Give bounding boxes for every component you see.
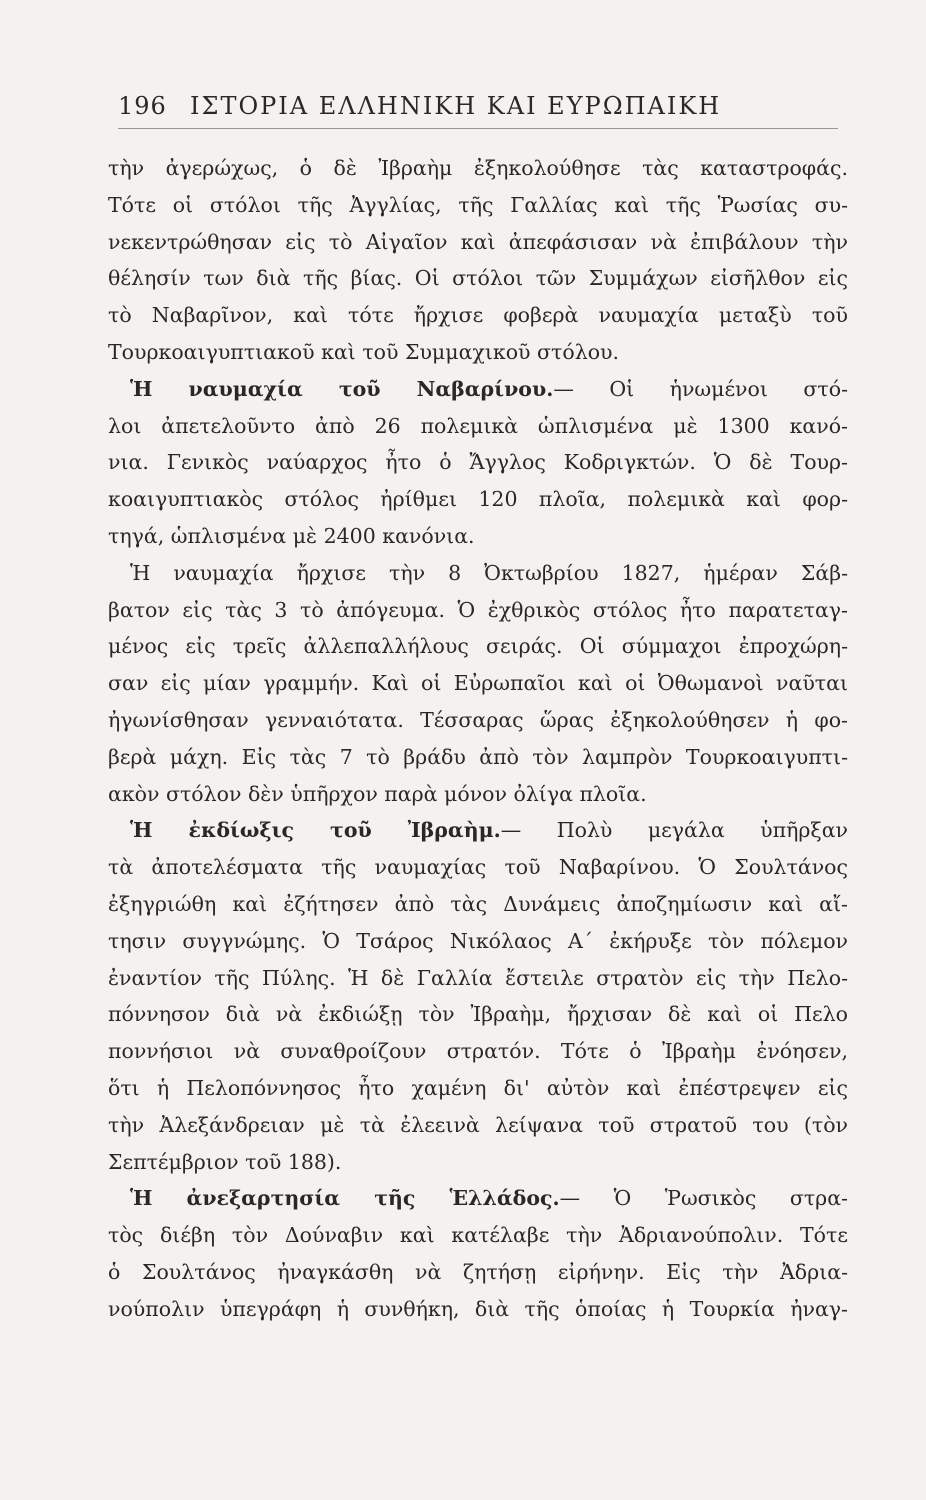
text-line xyxy=(108,555,848,592)
line-text: Τότε οἱ στόλοι τῆς Ἀγγλίας, τῆς Γαλλίας καὶ τῆς Ῥωσίας συ- xyxy=(108,192,848,217)
text-line xyxy=(108,702,848,739)
line-text: ἐξηγριώθη καὶ ἐζήτησεν ἀπὸ τὰς Δυνάμεις ἀποζημίωσιν καὶ αἴ- xyxy=(108,891,848,916)
line-text: βερὰ μάχη. Εἰς τὰς 7 τὸ βράδυ ἀπὸ τὸν λαμπρὸν Τουρκοαιγυπτι- xyxy=(108,744,848,769)
section-heading-line xyxy=(108,1180,848,1217)
text-line xyxy=(108,960,848,997)
line-text: τὴν ἀγερώχως, ὁ δὲ Ἰβραὴμ ἐξηκολούθησε τὰς καταστροφάς. xyxy=(108,156,848,180)
line-text: — Ὁ Ῥωσικὸς στρα- xyxy=(559,1186,848,1211)
line-text: τηγά, ὡπλισμένα μὲ 2400 κανόνια. xyxy=(108,523,475,548)
line-text: τὸς διέβη τὸν Δούναβιν καὶ κατέλαβε τὴν Ἀδριανούπολιν. Τότε xyxy=(108,1223,848,1248)
line-text: ὅτι ἡ Πελοπόννησος ἦτο χαμένη δι' αὐτὸν καὶ ἐπέστρεψεν εἰς xyxy=(108,1075,848,1100)
line-text: πόννησον διὰ νὰ ἐκδιώξῃ τὸν Ἰβραὴμ, ἤρχισαν δὲ καὶ οἱ Πελο xyxy=(108,1002,848,1027)
line-text: κοαιγυπτιακὸς στόλος ἠρίθμει 120 πλοῖα, πολεμικὰ καὶ φορ- xyxy=(108,487,848,512)
text-line xyxy=(108,187,848,224)
text-line xyxy=(108,1291,848,1328)
text-line xyxy=(108,1070,848,1107)
section-heading: Ἡ ἐκδίωξις τοῦ Ἰβραὴμ. xyxy=(130,818,501,843)
line-text: νούπολιν ὑπεγράφη ἡ συνθήκη, διὰ τῆς ὁποίας ἡ Τουρκία ἠναγ- xyxy=(108,1296,848,1321)
text-line xyxy=(108,849,848,886)
section-heading-line xyxy=(108,812,848,849)
line-text: σαν εἰς μίαν γραμμήν. Καὶ οἱ Εὐρωπαῖοι καὶ οἱ Ὀθωμανοὶ ναῦται xyxy=(108,671,848,696)
line-text: τὸ Ναβαρῖνον, καὶ τότε ἤρχισε φοβερὰ ναυμαχία μεταξὺ τοῦ xyxy=(108,303,848,328)
text-line xyxy=(108,923,848,960)
text-line xyxy=(108,224,848,261)
line-text: νια. Γενικὸς ναύαρχος ἦτο ὁ Ἄγγλος Κοδριγκτών. Ὁ δὲ Τουρ- xyxy=(108,450,848,475)
line-text: Τουρκοαιγυπτιακοῦ καὶ τοῦ Συμμαχικοῦ στόλου. xyxy=(108,339,620,364)
section-heading: Ἡ ναυμαχία τοῦ Ναβαρίνου. xyxy=(130,376,554,401)
text-line xyxy=(108,739,848,776)
text-line xyxy=(108,297,848,334)
text-line xyxy=(108,1254,848,1291)
line-text: ακὸν στόλον δὲν ὑπῆρχον παρὰ μόνον ὀλίγα πλοῖα. xyxy=(108,781,647,806)
line-text: ποννήσιοι νὰ συναθροίζουν στρατόν. Τότε ὁ Ἰβραὴμ ἐνόησεν, xyxy=(108,1039,848,1064)
text-line xyxy=(108,444,848,481)
text-line xyxy=(108,592,848,629)
text-line xyxy=(108,665,848,702)
line-text: λοι ἀπετελοῦντο ἀπὸ 26 πολεμικὰ ὡπλισμένα μὲ 1300 κανό- xyxy=(108,413,848,438)
line-text: ἐναντίον τῆς Πύλης. Ἡ δὲ Γαλλία ἔστειλε στρατὸν εἰς τὴν Πελο- xyxy=(108,965,848,990)
line-text: τὴν Ἀλεξάνδρειαν μὲ τὰ ἐλεεινὰ λείψανα τοῦ στρατοῦ του (τὸν xyxy=(108,1112,848,1137)
line-text: βατον εἰς τὰς 3 τὸ ἀπόγευμα. Ὁ ἐχθρικὸς στόλος ἦτο παρατεταγ- xyxy=(108,597,848,622)
line-text: ὁ Σουλτάνος ἠναγκάσθη νὰ ζητήσῃ εἰρήνην. Εἰς τὴν Ἀδρια- xyxy=(108,1259,848,1284)
text-line xyxy=(108,1033,848,1070)
line-text: Σεπτέμβριον τοῦ 188). xyxy=(108,1149,342,1174)
section-heading: Ἡ ἀνεξαρτησία τῆς Ἑλλάδος. xyxy=(130,1186,560,1211)
line-text: τὰ ἀποτελέσματα τῆς ναυμαχίας τοῦ Ναβαρίνου. Ὁ Σουλτάνος xyxy=(108,855,848,880)
line-text: νεκεντρώθησαν εἰς τὸ Αἰγαῖον καὶ ἀπεφάσισαν νὰ ἐπιβάλουν τὴν xyxy=(108,229,848,254)
line-text: — Οἱ ἡνωμένοι στό- xyxy=(553,376,848,401)
text-line xyxy=(108,150,848,187)
line-text: — Πολὺ μεγάλα ὑπῆρξαν xyxy=(500,818,848,843)
text-line xyxy=(108,628,848,665)
text-line xyxy=(108,334,848,371)
section-heading-line xyxy=(108,371,848,408)
page-header xyxy=(118,88,838,129)
page-number: 196 xyxy=(118,92,167,120)
text-line xyxy=(108,776,848,813)
text-line xyxy=(108,1217,848,1254)
line-text: μένος εἰς τρεῖς ἀλλεπαλλήλους σειράς. Οἱ σύμμαχοι ἐπροχώρη- xyxy=(108,634,848,659)
text-line xyxy=(108,481,848,518)
text-line xyxy=(108,260,848,297)
text-line xyxy=(108,408,848,445)
line-text: τησιν συγγνώμης. Ὁ Τσάρος Νικόλαος Α΄ ἐκήρυξε τὸν πόλεμον xyxy=(108,928,848,953)
body-text xyxy=(108,150,848,1328)
line-text: Ἡ ναυμαχία ἤρχισε τὴν 8 Ὀκτωβρίου 1827, ἡμέραν Σάβ- xyxy=(130,560,848,585)
text-line xyxy=(108,518,848,555)
text-line xyxy=(108,996,848,1033)
running-title: ΙΣΤΟΡΙΑ ΕΛΛΗΝΙΚΗ ΚΑΙ ΕΥΡΩΠΑΙΚΗ xyxy=(190,92,722,120)
line-text: θέλησίν των διὰ τῆς βίας. Οἱ στόλοι τῶν Συμμάχων εἰσῆλθον εἰς xyxy=(108,266,848,291)
text-line xyxy=(108,1144,848,1181)
text-line xyxy=(108,1107,848,1144)
line-text: ἠγωνίσθησαν γενναιότατα. Τέσσαρας ὥρας ἐξηκολούθησεν ἡ φο- xyxy=(108,707,848,732)
text-line xyxy=(108,886,848,923)
